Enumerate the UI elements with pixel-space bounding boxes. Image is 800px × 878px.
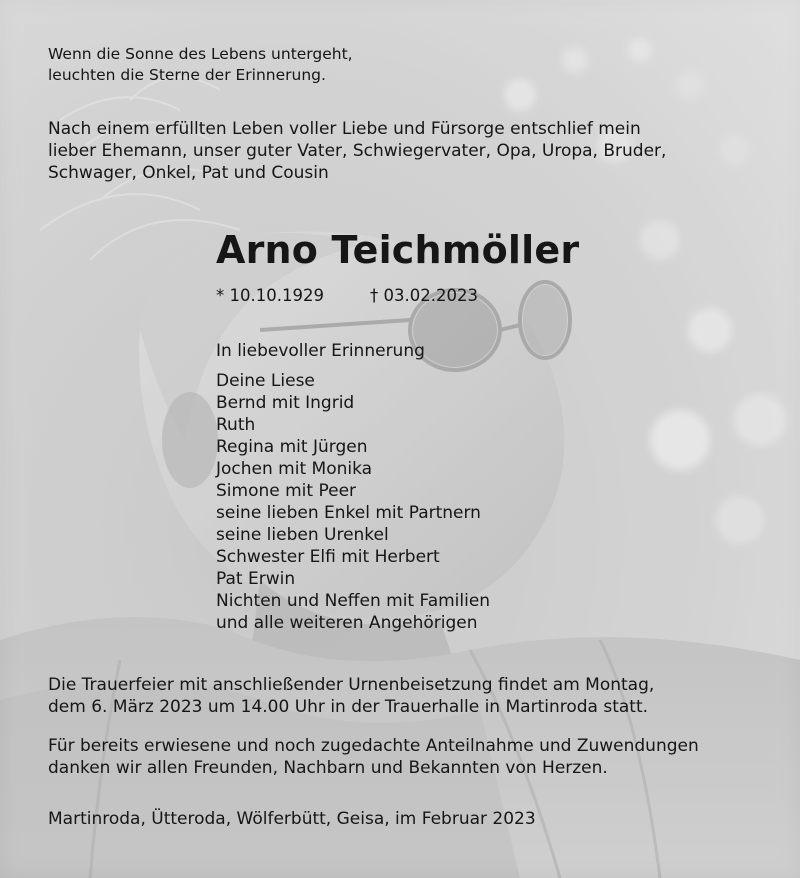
mourner-name: Simone mit Peer [216, 481, 357, 501]
mourner-name: Jochen mit Monika [216, 459, 373, 479]
mourner-name: Nichten und Neffen mit Familien [216, 591, 491, 611]
thanks-text [48, 735, 768, 779]
birth-date: * 10.10.1929 [216, 286, 324, 305]
motto-line: Wenn die Sonne des Lebens untergeht, [48, 45, 353, 63]
intro-line: Schwager, Onkel, Pat und Cousin [48, 163, 329, 183]
mourner-name: Regina mit Jürgen [216, 437, 368, 457]
thanks-line: Für bereits erwiesene und noch zugedachte Anteilnahme und Zuwendungen [48, 736, 699, 756]
mourner-name: Ruth [216, 415, 256, 435]
mourner-name: und alle weiteren Angehörigen [216, 613, 478, 633]
funeral-line: Die Trauerfeier mit anschließender Urnenbeisetzung findet am Montag, [48, 675, 655, 695]
death-date: † 03.02.2023 [369, 286, 478, 305]
mourner-name: Bernd mit Ingrid [216, 393, 355, 413]
mourner-name: Pat Erwin [216, 569, 296, 589]
mourners-block [216, 340, 490, 634]
mourner-name: Deine Liese [216, 371, 315, 391]
intro-line: lieber Ehemann, unser guter Vater, Schwiegervater, Opa, Uropa, Bruder, [48, 141, 667, 161]
intro-text [48, 118, 748, 184]
funeral-line: dem 6. März 2023 um 14.00 Uhr in der Trauerhalle in Martinroda statt. [48, 697, 649, 717]
mourner-name: seine lieben Urenkel [216, 525, 389, 545]
mourners-heading: In liebevoller Erinnerung [216, 341, 425, 361]
life-dates [216, 285, 478, 307]
mourner-name: seine lieben Enkel mit Partnern [216, 503, 481, 523]
intro-line: Nach einem erfüllten Leben voller Liebe und Fürsorge entschlief mein [48, 119, 641, 139]
deceased-name: Arno Teichmöller [216, 228, 580, 272]
thanks-line: danken wir allen Freunden, Nachbarn und Bekannten von Herzen. [48, 758, 608, 778]
place-and-date: Martinroda, Ütteroda, Wölferbütt, Geisa, im Februar 2023 [48, 809, 536, 829]
funeral-details [48, 674, 748, 718]
mourner-name: Schwester Elfi mit Herbert [216, 547, 440, 567]
mourners-list [216, 370, 490, 634]
motto-verse [48, 44, 353, 86]
motto-line: leuchten die Sterne der Erinnerung. [48, 66, 326, 84]
